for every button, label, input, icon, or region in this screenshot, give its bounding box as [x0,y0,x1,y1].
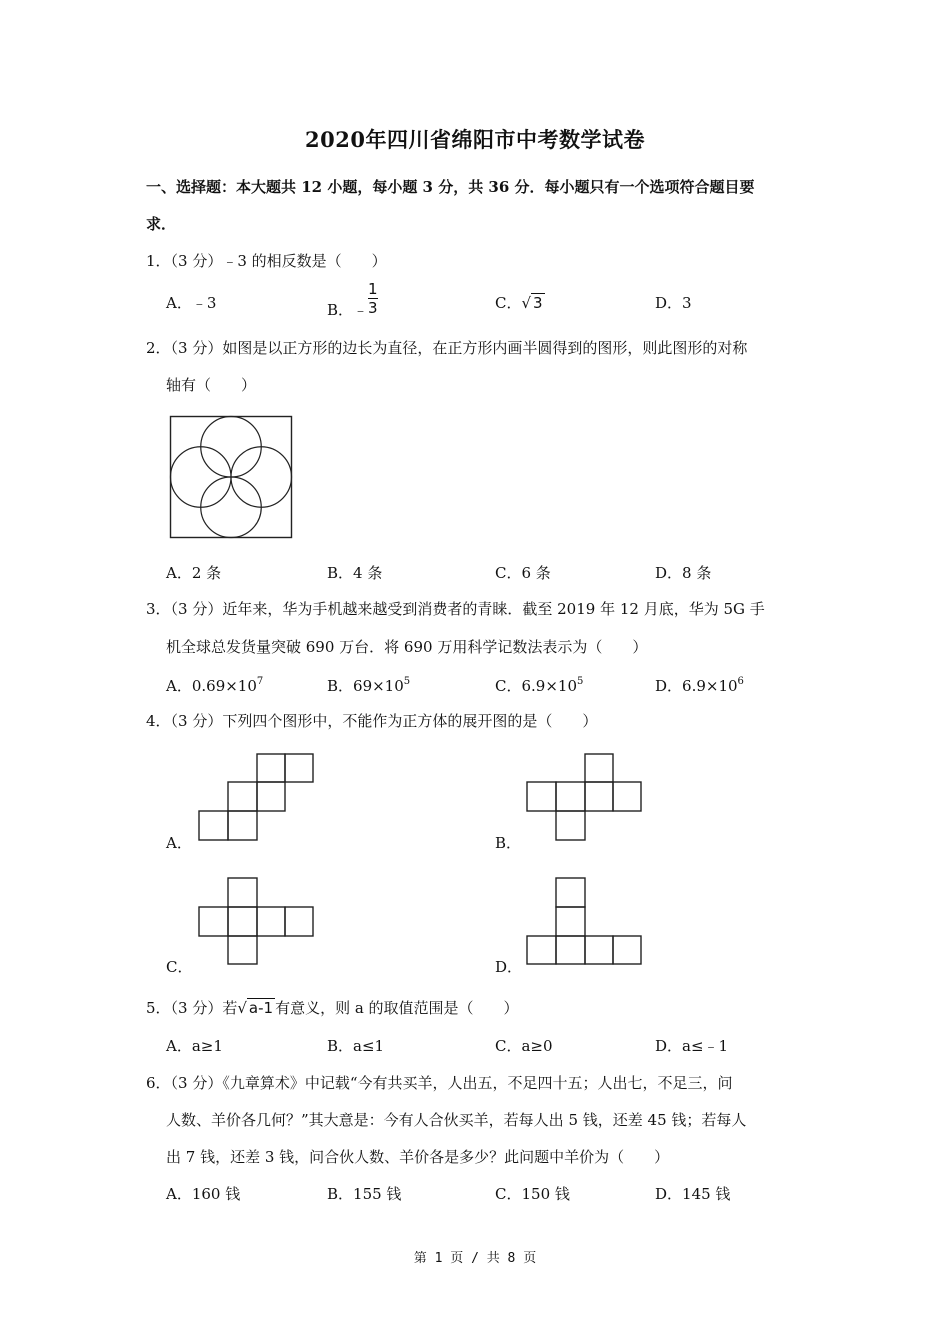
q2-option-d: D．8 条 [655,564,712,582]
question-6-stem-cont2: 出 7 钱，还差 3 钱，问合伙人数、羊价各是多少？此问题中羊价为（ ） [166,1148,670,1166]
q5-option-a: A．a≥1 [166,1037,223,1055]
q3-option-a [166,675,263,696]
q3-option-c [495,675,583,696]
q4-option-c-label: C． [166,958,193,976]
q2-option-c: C．6 条 [495,564,551,582]
option-exponent: 5 [403,676,411,687]
minus-sign: ﹣ [353,300,369,319]
question-6-stem: 6．（3 分）《九章算术》中记载“今有共买羊，人出五，不足四十五；人出七，不足三，问 [146,1074,733,1092]
option-label: B． [327,300,354,319]
section-heading: 一、选择题：本大题共 12 小题，每小题 3 分，共 36 分．每小题只有一个选项符合题目要 [146,178,755,196]
q1-option-a: A．﹣3 [166,294,217,312]
question-2-stem: 2．（3 分）如图是以正方形的边长为直径，在正方形内画半圆得到的图形，则此图形的对称 [146,339,748,357]
radicand: a-1 [248,999,274,1017]
square-root: √ 3 [521,294,543,312]
stem-suffix: 有意义，则 a 的取值范围是（ ） [275,999,519,1017]
stem-prefix: 5．（3 分）若 [146,999,238,1017]
option-exponent: 5 [577,676,584,687]
q4-option-b-label: B． [495,834,522,852]
option-label: C． [495,294,522,312]
q6-option-a: A．160 钱 [166,1185,241,1203]
cube-net-c [199,878,315,966]
cube-net-b [527,754,643,842]
fraction-denominator: 3 [368,299,378,317]
q1-option-b [327,280,378,317]
q5-option-c: C．a≥0 [495,1037,553,1055]
four-petal-square-figure [170,416,292,538]
q6-option-d: D．145 钱 [655,1185,731,1203]
question-6-stem-cont1: 人数、羊价各几何？”其大意是：今有人合伙买羊，若每人出 5 钱，还差 45 钱；若每人 [166,1111,747,1129]
question-5-stem [146,997,519,1018]
q1-option-d: D．3 [655,294,692,312]
option-exponent: 7 [256,676,264,687]
q4-option-d-label: D． [495,958,523,976]
q1-option-c [495,292,545,313]
question-1-stem: 1．（3 分）﹣3 的相反数是（ ） [146,252,387,270]
radicand: 3 [533,294,543,312]
cube-net-d [527,878,643,966]
option-exponent: 6 [737,676,744,687]
q5-option-b: B．a≤1 [327,1037,385,1055]
q5-option-d: D．a≤﹣1 [655,1037,729,1055]
q6-option-b: B．155 钱 [327,1185,402,1203]
square-root: √ a-1 [237,999,274,1017]
question-2-stem-cont: 轴有（ ） [166,376,257,394]
option-base: B．69×10 [327,677,404,695]
cube-net-a [199,754,315,842]
option-base: A．0.69×10 [166,677,257,695]
page-title: 2020年四川省绵阳市中考数学试卷 [305,127,645,152]
question-3-stem-cont: 机全球总发货量突破 690 万台．将 690 万用科学记数法表示为（ ） [166,638,648,656]
q2-option-b: B．4 条 [327,564,383,582]
option-base: D．6.9×10 [655,677,738,695]
question-4-stem: 4．（3 分）下列四个图形中，不能作为正方体的展开图的是（ ） [146,712,598,730]
q2-option-a: A．2 条 [166,564,222,582]
fraction-numerator: 1 [368,280,378,298]
q4-option-a-label: A． [166,834,192,852]
q3-option-d [655,675,744,696]
q6-option-c: C．150 钱 [495,1185,570,1203]
fraction [368,280,378,317]
option-base: C．6.9×10 [495,677,577,695]
question-3-stem: 3．（3 分）近年来，华为手机越来越受到消费者的青睐．截至 2019 年 12 月底，华为 5G 手 [146,600,765,618]
q3-option-b [327,675,410,696]
section-heading-cont: 求． [146,215,177,233]
page-footer: 第 1 页 / 共 8 页 [413,1251,537,1266]
